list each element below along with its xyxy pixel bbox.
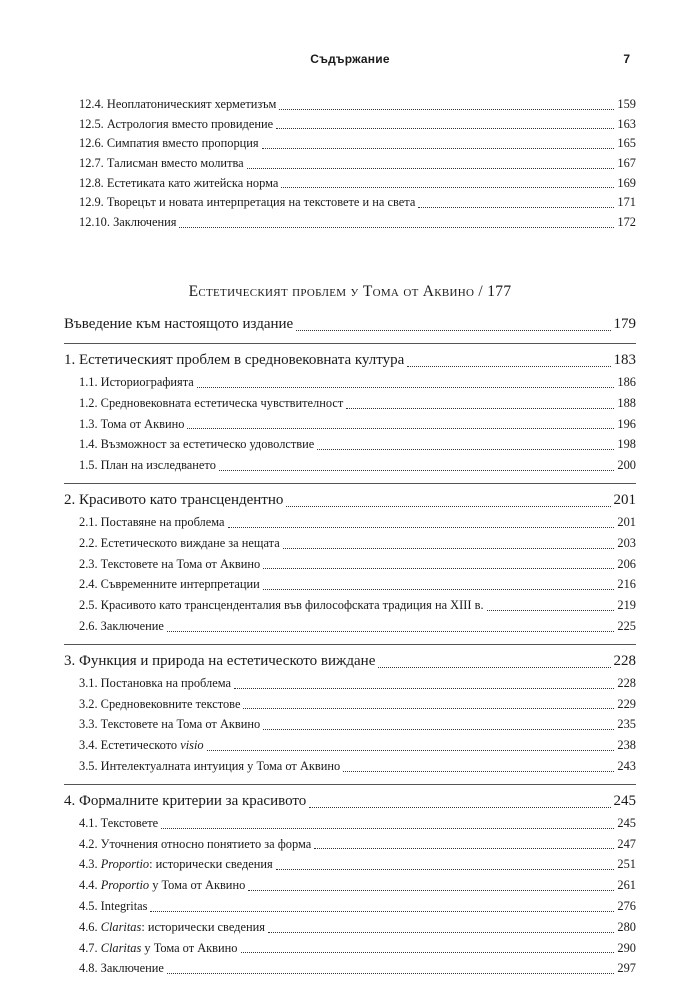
- toc-entry: 12.7. Талисман вместо молитва 167: [79, 156, 636, 171]
- section-entry: 4.5. Integritas 276: [79, 898, 636, 913]
- running-title: Съдържание: [310, 52, 390, 66]
- toc-entry: 12.10. Заключения 172: [79, 215, 636, 230]
- section-entry: 1.3. Тома от Аквино 196: [79, 416, 636, 431]
- chapter-entry: 1. Естетическият проблем в средновековната култура 183: [64, 352, 636, 368]
- section-entry: 3.2. Средновековните текстове 229: [79, 696, 636, 711]
- section-entry: 4.6. Claritas: исторически сведения 280: [79, 919, 636, 934]
- section-entry: 3.4. Естетическото visio 238: [79, 738, 636, 753]
- section-entry: 3.5. Интелектуалната интуиция у Тома от Аквино 243: [79, 758, 636, 773]
- toc-entry: 12.4. Неоплатоническият херметизъм 159: [79, 97, 636, 111]
- section-entry: 1.5. План на изследването 200: [79, 458, 636, 473]
- part-title: Естетическият проблем у Тома от Аквино / 177: [188, 283, 512, 300]
- chapter-entry: 3. Функция и природа на естетическото виждане 228: [64, 652, 636, 669]
- section-entry: 2.1. Поставяне на проблема 201: [79, 514, 636, 529]
- section-entry: 4.8. Заключение 297: [79, 961, 636, 976]
- section-entry: 4.3. Proportio: исторически сведения 251: [79, 857, 636, 872]
- section-entry: 1.4. Възможност за естетическо удоволствие 198: [79, 437, 636, 452]
- toc-entry: 12.8. Естетиката като житейска норма 169: [79, 175, 636, 190]
- section-entry: 1.2. Средновековната естетическа чувствителност 188: [79, 395, 636, 410]
- section-entry: 2.4. Съвременните интерпретации 216: [79, 577, 636, 592]
- chapter-entry: 2. Красивото като трансцендентно 201: [64, 491, 636, 508]
- toc-continuation: [64, 95, 636, 233]
- page-number: 7: [623, 52, 630, 66]
- section-entry: 4.7. Claritas у Тома от Аквино 290: [79, 940, 636, 955]
- chapter-entry: 4. Формалните критерии за красивото 245: [64, 792, 636, 809]
- toc-main: [64, 313, 636, 979]
- toc-entry: 12.5. Астрология вместо провидение 163: [79, 116, 636, 131]
- section-entry: 2.2. Естетическото виждане за нещата 203: [79, 535, 636, 550]
- section-entry: 2.6. Заключение 225: [79, 618, 636, 633]
- section-divider: [64, 343, 636, 344]
- section-entry: 1.1. Историографията 186: [79, 375, 636, 389]
- section-entry: 4.2. Уточнения относно понятието за форма 247: [79, 836, 636, 851]
- toc-entry: 12.9. Творецът и новата интерпретация на текстовете и на света 171: [79, 195, 636, 210]
- section-divider: [64, 644, 636, 645]
- section-entry: 2.5. Красивото като трансценденталия във философската традиция на XIII в. 219: [79, 598, 636, 613]
- section-divider: [64, 784, 636, 785]
- toc-intro-entry: Въведение към настоящото издание 179: [64, 316, 636, 332]
- toc-entry: 12.6. Симпатия вместо пропорция 165: [79, 136, 636, 151]
- section-entry: 4.4. Proportio у Тома от Аквино 261: [79, 878, 636, 893]
- section-divider: [64, 483, 636, 484]
- section-entry: 4.1. Текстовете 245: [79, 815, 636, 830]
- section-entry: 3.3. Текстовете на Тома от Аквино 235: [79, 717, 636, 732]
- page-header: [0, 52, 700, 70]
- section-entry: 2.3. Текстовете на Тома от Аквино 206: [79, 556, 636, 571]
- section-entry: 3.1. Постановка на проблема 228: [79, 675, 636, 690]
